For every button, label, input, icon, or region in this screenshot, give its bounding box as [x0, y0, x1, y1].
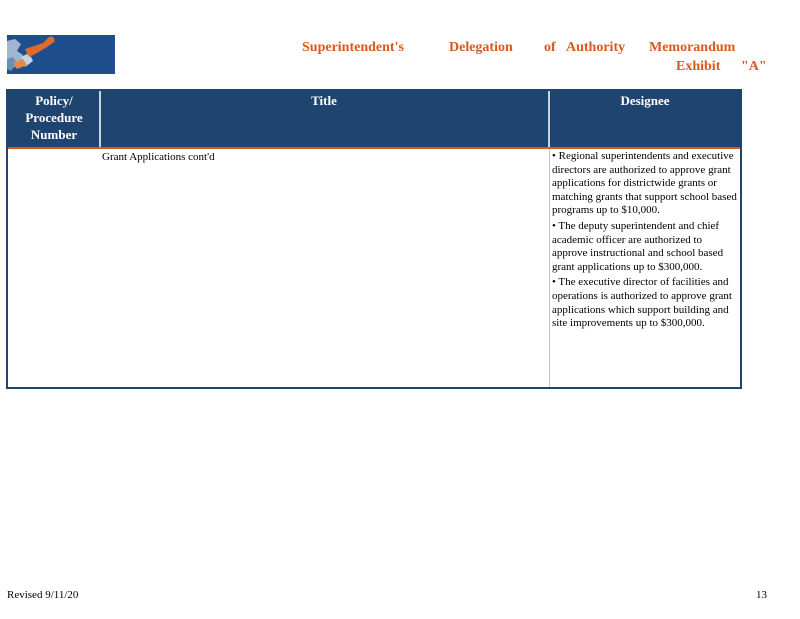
row-title-cell: Grant Applications cont'd — [102, 151, 215, 163]
designee-bullet: • Regional superintendents and executive directors are authorized to approve grant applications for districtwide grants or matching grants that support school based programs up to $10,000. — [552, 150, 737, 217]
revised-date: Revised 9/11/20 — [7, 589, 79, 601]
title-word: Delegation — [449, 40, 513, 55]
table-header — [8, 91, 740, 149]
header-policy-number: Policy/ Procedure Number — [25, 93, 83, 142]
designee-bullet: • The deputy superintendent and chief academic officer are authorized to approve instructional and school based grant applications up to $300,000. — [552, 219, 724, 273]
subtitle-word: Exhibit — [676, 59, 721, 74]
title-word: Authority — [566, 40, 626, 55]
title-word: Memorandum — [649, 40, 736, 55]
designee-bullet: • The executive director of facilities and operations is authorized to approve grant applications which support building and site improvements up to $300,000. — [552, 276, 732, 330]
column-divider — [548, 91, 550, 147]
column-divider — [549, 149, 550, 387]
page-number: 13 — [756, 589, 767, 601]
header-title: Title — [311, 93, 337, 108]
delegation-table — [6, 89, 742, 389]
district-map-logo-icon — [7, 35, 115, 74]
header-designee: Designee — [620, 93, 670, 108]
title-word: of — [544, 40, 556, 55]
row-designee-cell — [552, 150, 738, 333]
subtitle-word: "A" — [741, 59, 767, 74]
title-word: Superintendent's — [302, 40, 404, 55]
column-divider — [99, 91, 101, 147]
